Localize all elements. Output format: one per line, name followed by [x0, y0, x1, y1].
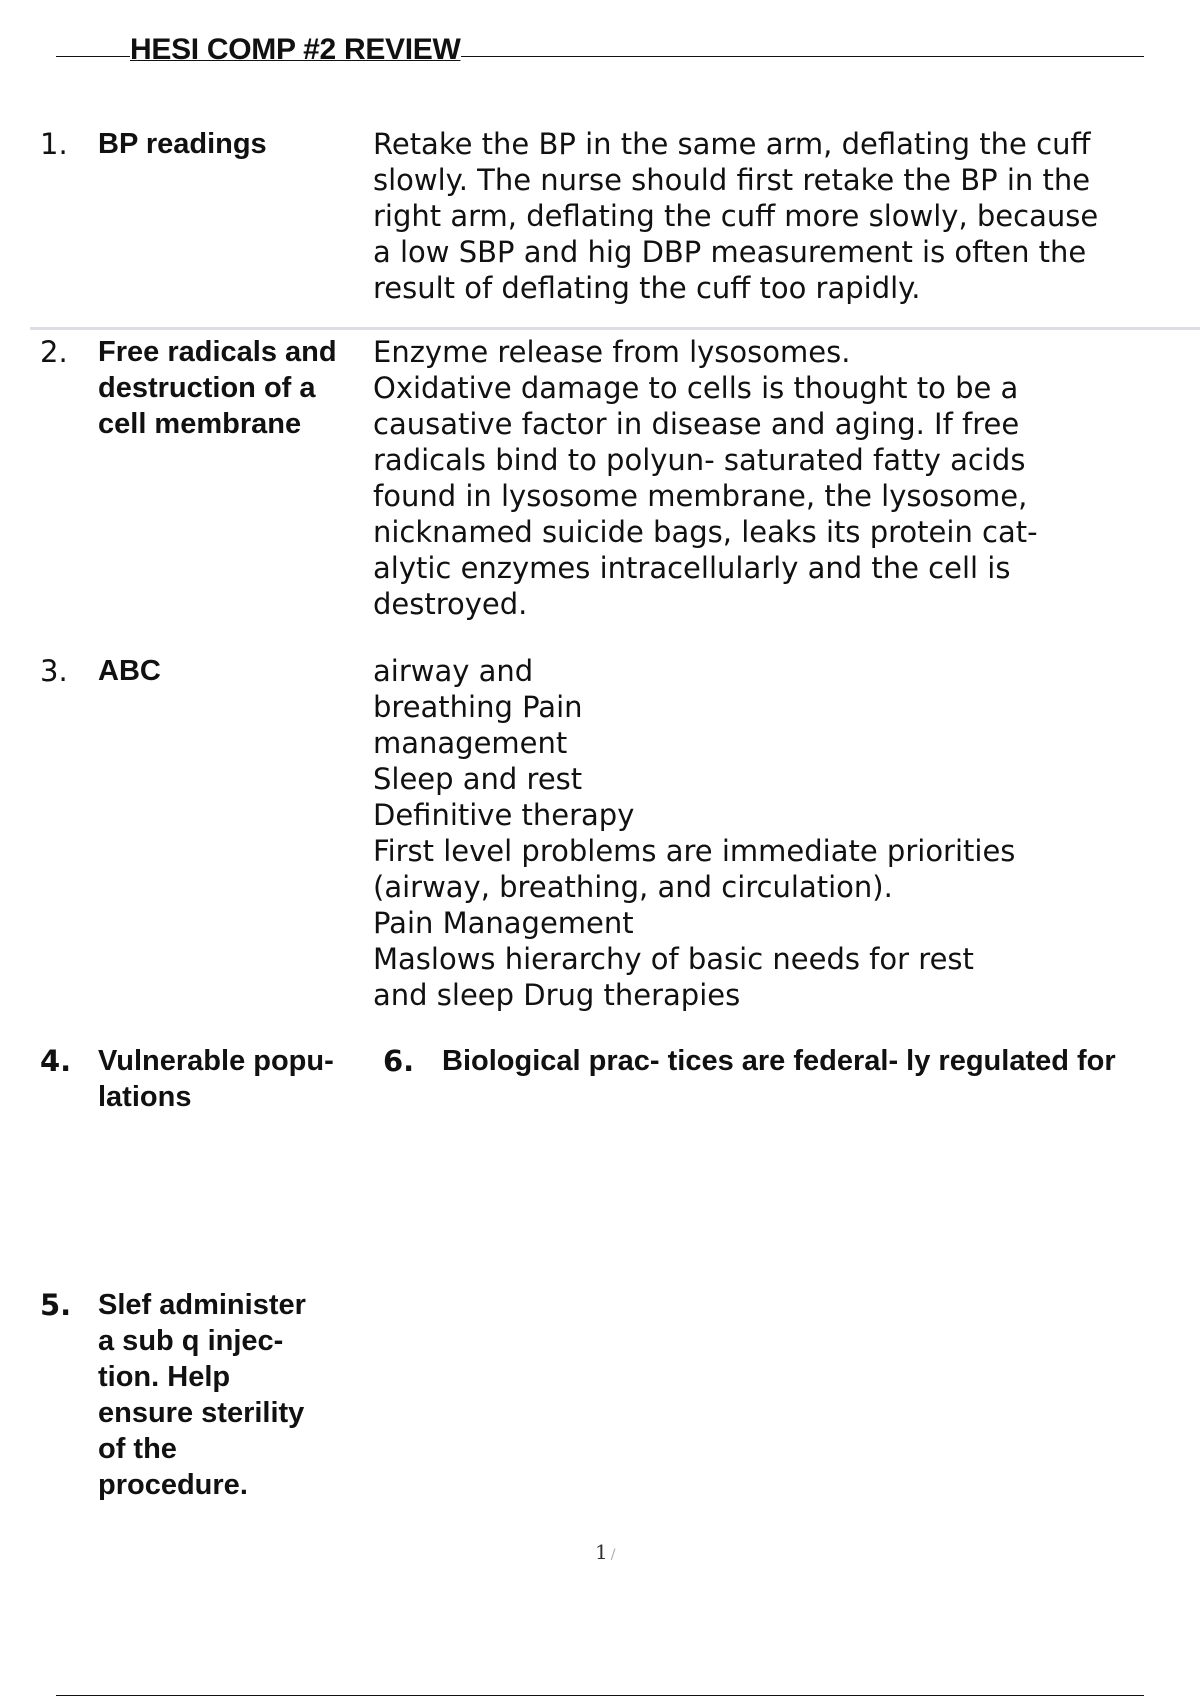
- answer-line: found in lysosome membrane, the lysosome,: [373, 479, 1028, 513]
- answer-line: airway and: [373, 654, 534, 688]
- term-line: ABC: [98, 655, 161, 687]
- answer-line: Maslows hierarchy of basic needs for rest: [373, 942, 974, 976]
- answer-line: alytic enzymes intracellularly and the cell is: [373, 551, 1011, 585]
- item-term: [98, 1287, 376, 1503]
- term-line: of the: [98, 1433, 177, 1465]
- answer-line: Definitive therapy: [373, 798, 635, 832]
- term-line: cell membrane: [98, 408, 302, 440]
- item-term: [98, 653, 376, 689]
- item-term: [98, 334, 376, 442]
- page-title: HESI COMP #2 REVIEW: [130, 33, 461, 66]
- item-answer: [373, 334, 1200, 622]
- answer-line: Retake the BP in the same arm, deflating the cuff: [373, 127, 1091, 161]
- answer-line: Pain Management: [373, 906, 634, 940]
- item-answer: [373, 653, 1200, 1013]
- answer-line: First level problems are immediate priorities: [373, 834, 1016, 868]
- item-term: [98, 1043, 376, 1115]
- term-line: procedure.: [98, 1469, 248, 1501]
- answer-line: (airway, breathing, and circulation).: [373, 870, 893, 904]
- term-line: tion. Help: [98, 1361, 231, 1393]
- answer-line: breathing Pain: [373, 690, 583, 724]
- answer-line: Oxidative damage to cells is thought to be a: [373, 371, 1019, 405]
- item-term: Biological prac- tices are federal- ly regulated for: [442, 1045, 1116, 1077]
- answer-line: causative factor in disease and aging. If free: [373, 407, 1020, 441]
- answer-line: right arm, deflating the cuff more slowly, because: [373, 199, 1099, 233]
- answer-line: Sleep and rest: [373, 762, 583, 796]
- item-number: 5.: [40, 1288, 72, 1322]
- answer-line: result of deflating the cuff too rapidly.: [373, 271, 921, 305]
- term-line: a sub q injec-: [98, 1325, 284, 1357]
- term-line: lations: [98, 1081, 192, 1113]
- term-line: Slef administer: [98, 1289, 306, 1321]
- answer-line: slowly. The nurse should first retake the BP in the: [373, 163, 1091, 197]
- item-answer: [373, 126, 1200, 306]
- term-line: ensure sterility: [98, 1397, 305, 1429]
- item-number: 2.: [40, 335, 68, 369]
- answer-line: Enzyme release from lysosomes.: [373, 335, 851, 369]
- answer-line: destroyed.: [373, 587, 528, 621]
- page-number: [595, 1540, 615, 1564]
- page-number-value: 1: [595, 1540, 608, 1564]
- item-number: 1.: [40, 127, 68, 161]
- term-line: Vulnerable popu-: [98, 1045, 334, 1077]
- page-number-suffix: /: [610, 1547, 616, 1563]
- term-line: BP readings: [98, 128, 267, 160]
- item-number: 6.: [383, 1044, 415, 1078]
- item-number: 4.: [40, 1044, 72, 1078]
- item-number: 3.: [40, 654, 68, 688]
- term-line: destruction of a: [98, 372, 316, 404]
- answer-line: a low SBP and hig DBP measurement is often the: [373, 235, 1087, 269]
- answer-line: and sleep Drug therapies: [373, 978, 741, 1012]
- row-separator: [30, 327, 1200, 330]
- item-term: [98, 126, 376, 162]
- answer-line: nicknamed suicide bags, leaks its protein cat-: [373, 515, 1038, 549]
- footer-rule: [56, 1695, 1144, 1696]
- answer-line: radicals bind to polyun- saturated fatty acids: [373, 443, 1026, 477]
- term-line: Free radicals and: [98, 336, 337, 368]
- answer-line: management: [373, 726, 568, 760]
